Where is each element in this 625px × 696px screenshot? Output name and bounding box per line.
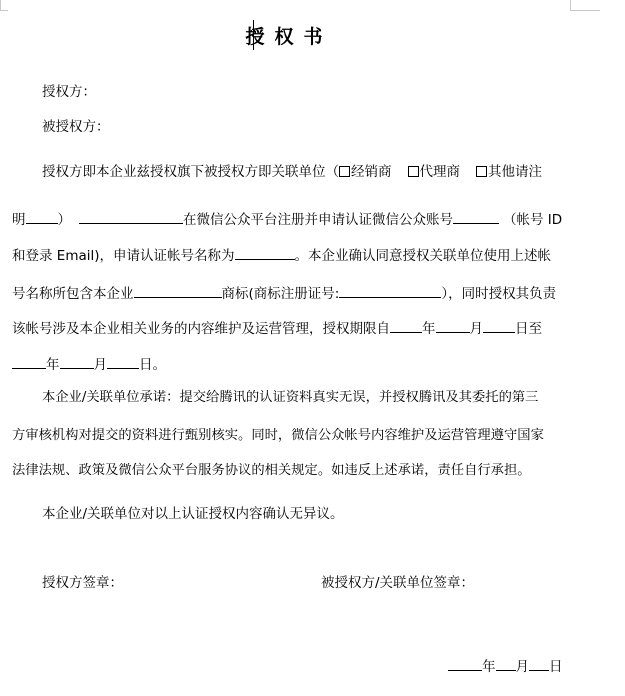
para1-line1-text: 授权方即本企业兹授权旗下被授权方即关联单位（ bbox=[42, 164, 339, 180]
blank-other-type[interactable] bbox=[26, 211, 58, 224]
para1-line3-b: 。本企业确认同意授权关联单位使用上述帐 bbox=[294, 248, 552, 264]
para1-line4-c: ），同时授权其负责 bbox=[441, 286, 557, 302]
option-other-label: 其他请注 bbox=[488, 164, 542, 180]
para1-line3-a: 和登录 Email)，申请认证帐号名称为 bbox=[12, 248, 235, 264]
option-dealer-label: 经销商 bbox=[351, 164, 392, 180]
blank-end-month[interactable] bbox=[60, 356, 94, 369]
start-day-to: 日至 bbox=[515, 321, 542, 337]
signature-date[interactable] bbox=[448, 658, 598, 675]
blank-trademark-no[interactable] bbox=[339, 285, 441, 298]
page-corner-mark-left-h bbox=[0, 10, 8, 11]
para1-line2[interactable] bbox=[12, 211, 572, 228]
end-year-label: 年 bbox=[46, 357, 60, 373]
para1-line2-b: ） bbox=[57, 212, 71, 228]
para1-line2-d: （帐号 ID bbox=[503, 212, 563, 228]
blank-sign-month[interactable] bbox=[496, 658, 516, 671]
blank-end-year[interactable] bbox=[12, 356, 46, 369]
para1-line4-b: 商标(商标注册证号: bbox=[221, 286, 340, 302]
para1-line1[interactable] bbox=[42, 166, 572, 180]
para1-line4[interactable] bbox=[12, 285, 572, 302]
sign-year-label: 年 bbox=[482, 659, 496, 675]
page-corner-mark-right bbox=[570, 0, 571, 10]
grantor-label[interactable]: 授权方： bbox=[42, 84, 96, 100]
blank-start-day[interactable] bbox=[483, 320, 515, 333]
checkbox-other[interactable] bbox=[476, 166, 487, 177]
grantor-signature-label[interactable]: 授权方签章： bbox=[42, 575, 123, 591]
para3[interactable]: 本企业/关联单位对以上认证授权内容确认无异议。 bbox=[42, 506, 344, 522]
start-year-label: 年 bbox=[422, 321, 436, 337]
end-day-label: 日。 bbox=[139, 357, 166, 373]
para1-line2-a: 明 bbox=[12, 212, 26, 228]
blank-sign-year[interactable] bbox=[448, 658, 482, 671]
end-month-label: 月 bbox=[93, 357, 107, 373]
blank-sign-day[interactable] bbox=[529, 658, 549, 671]
para2-line2[interactable]: 方审核机构对提交的资料进行甄别核实。同时，微信公众帐号内容维护及运营管理遵守国家 bbox=[12, 428, 544, 443]
sign-day-label: 日 bbox=[549, 659, 563, 675]
para1-line4-a: 号名称所包含本企业 bbox=[12, 286, 134, 302]
page-corner-mark-right-h bbox=[570, 10, 600, 11]
checkbox-dealer[interactable] bbox=[339, 166, 350, 177]
option-agent-label: 代理商 bbox=[419, 164, 460, 180]
blank-end-day[interactable] bbox=[107, 356, 139, 369]
grantee-label[interactable]: 被授权方： bbox=[42, 119, 110, 135]
para1-line5-a: 该帐号涉及本企业相关业务的内容维护及运营管理，授权期限自 bbox=[12, 321, 390, 337]
para2-line3[interactable]: 法律法规、政策及微信公众平台服务协议的相关规定。如违反上述承诺，责任自行承担。 bbox=[12, 463, 531, 478]
blank-start-month[interactable] bbox=[436, 320, 470, 333]
page-corner-mark-left bbox=[0, 0, 1, 10]
blank-start-year[interactable] bbox=[390, 320, 422, 333]
start-month-label: 月 bbox=[469, 321, 483, 337]
para1-line2-c: 在微信公众平台注册并申请认证微信公众账号 bbox=[183, 212, 453, 228]
blank-account-no[interactable] bbox=[453, 211, 499, 224]
document-title[interactable]: 授权书 bbox=[245, 26, 333, 48]
blank-unit-name[interactable] bbox=[79, 211, 183, 224]
para2-line1[interactable]: 本企业/关联单位承诺：提交给腾讯的认证资料真实无误，并授权腾讯及其委托的第三 bbox=[42, 390, 539, 405]
para1-line5[interactable] bbox=[12, 320, 572, 337]
checkbox-agent[interactable] bbox=[408, 166, 419, 177]
grantee-signature-label[interactable]: 被授权方/关联单位签章： bbox=[321, 575, 475, 591]
sign-month-label: 月 bbox=[515, 659, 529, 675]
para1-line3[interactable] bbox=[12, 247, 572, 264]
blank-brand[interactable] bbox=[134, 285, 222, 298]
para1-line6[interactable] bbox=[12, 356, 572, 373]
blank-account-name[interactable] bbox=[235, 247, 295, 260]
